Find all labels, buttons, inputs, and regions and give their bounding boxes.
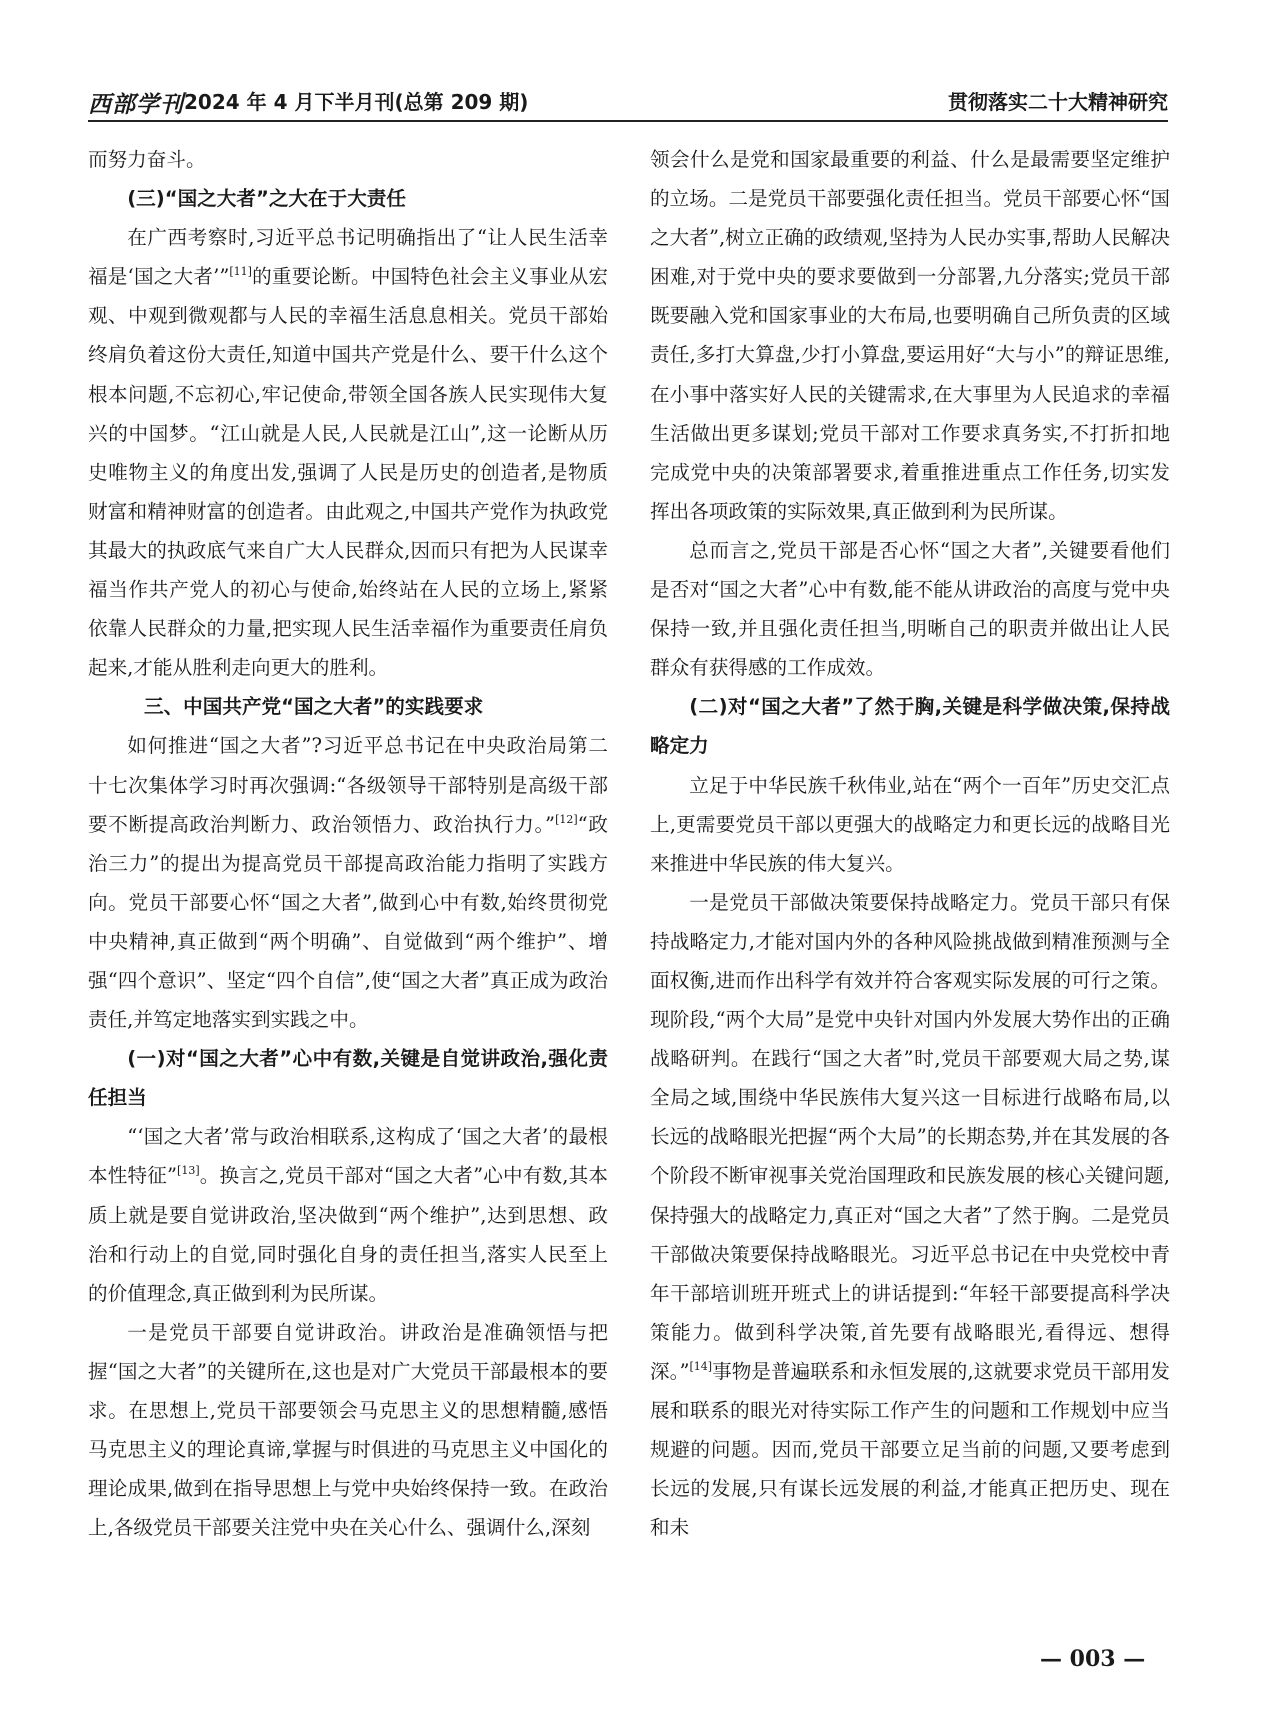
citation-ref: [14] [689,1359,713,1373]
journal-logo: 西部学刊 [88,91,184,118]
section-title: 贯彻落实二十大精神研究 [948,90,1168,114]
text-run: 事物是普遍联系和永恒发展的,这就要求党员干部用发展和联系的眼光对待实际工作产生的问题和工作规划中应当规避的问题。因而,党员干部要立足当前的问题,又要考虑到长远的发展,只有谋长远发展的利益,才能真正把历史、现在和未 [650,1359,1171,1540]
citation-ref: [13] [177,1164,200,1178]
citation-ref: [12] [555,812,578,826]
paragraph: 立足于中华民族千秋伟业,站在“两个一百年”历史交汇点上,更需要党员干部以更强大的战略定力和更长远的战略目光来推进中华民族的伟大复兴。 [650,773,1170,875]
text-run: “政治三力”的提出为提高党员干部提高政治能力指明了实践方向。党员干部要心怀“国之大者”,做到心中有数,始终贯彻党中央精神,真正做到“两个明确”、自觉做到“两个维护”、增强“四个意识”、坚定“四个自信”,使“国之大者”真正成为政治责任,并笃定地落实到实践之中。 [88,812,608,1032]
subheading: (一)对“国之大者”心中有数,关键是自觉讲政治,强化责任担当 [88,1047,608,1110]
subheading: (二)对“国之大者”了然于胸,关键是科学做决策,保持战略定力 [650,695,1170,758]
right-column [650,140,1170,1547]
paragraph: 总而言之,党员干部是否心怀“国之大者”,关键要看他们是否对“国之大者”心中有数,能不能从讲政治的高度与党中央保持一致,并且强化责任担当,明晰自己的职责并做出让人民群众有获得感的工作成效。 [650,538,1170,680]
paragraph: 领会什么是党和国家最重要的利益、什么是最需要坚定维护的立场。二是党员干部要强化责任担当。党员干部要心怀“国之大者”,树立正确的政绩观,坚持为人民办实事,帮助人民解决困难,对于党中央的要求要做到一分部署,九分落实;党员干部既要融入党和国家事业的大布局,也要明确自己所负责的区域责任,多打大算盘,少打小算盘,要运用好“大与小”的辩证思维,在小事中落实好人民的关键需求,在大事里为人民追求的幸福生活做出更多谋划;党员干部对工作要求真务实,不打折扣地完成党中央的决策部署要求,着重推进重点工作任务,切实发挥出各项政策的实际效果,真正做到利为民所谋。 [650,148,1170,523]
page-number: — 003 — [1040,1646,1146,1672]
left-column [88,140,608,1547]
text-run: 的重要论断。中国特色社会主义事业从宏观、中观到微观都与人民的幸福生活息息相关。党员干部始终肩负着这份大责任,知道中国共产党是什么、要干什么这个根本问题,不忘初心,牢记使命,带领全国各族人民实现伟大复兴的中国梦。“江山就是人民,人民就是江山”,这一论断从历史唯物主义的角度出发,强调了人民是历史的创造者,是物质财富和精神财富的创造者。由此观之,中国共产党作为执政党其最大的执政底气来自广大人民群众,因而只有把为人民谋幸福当作共产党人的初心与使命,始终站在人民的立场上,紧紧依靠人民群众的力量,把实现人民生活幸福作为重要责任肩负起来,才能从胜利走向更大的胜利。 [88,265,609,680]
page-header [88,84,1168,124]
text-run: 如何推进“国之大者”?习近平总书记在中央政治局第二十七次集体学习时再次强调:“各级领导干部特别是高级干部要不断提高政治判断力、政治领悟力、政治执行力。” [88,734,608,836]
text-run: 一是党员干部做决策要保持战略定力。党员干部只有保持战略定力,才能对国内外的各种风险挑战做到精准预测与全面权衡,进而作出科学有效并符合客观实际发展的可行之策。现阶段,“两个大局”是党中央针对国内外发展大势作出的正确战略研判。在践行“国之大者”时,党员干部要观大局之势,谋全局之域,围绕中华民族伟大复兴这一目标进行战略布局,以长远的战略眼光把握“两个大局”的长期态势,并在其发展的各个阶段不断审视事关党治国理政和民族发展的核心关键问题,保持强大的战略定力,真正对“国之大者”了然于胸。二是党员干部做决策要保持战略眼光。习近平总书记在中央党校中青年干部培训班开班式上的讲话提到:“年轻干部要提高科学决策能力。做到科学决策,首先要有战略眼光,看得远、想得深。” [650,890,1170,1383]
paragraph [650,883,1170,1548]
subheading: (三)“国之大者”之大在于大责任 [127,187,406,211]
header-rule [88,120,1168,122]
text-run: 。换言之,党员干部对“国之大者”心中有数,其本质上就是要自觉讲政治,坚决做到“两个维护”,达到思想、政治和行动上的自觉,同时强化自身的责任担当,落实人民至上的价值理念,真正做到利为民所谋。 [88,1164,608,1305]
paragraph [88,726,608,1039]
paragraph [88,1117,608,1312]
text-run: 在广西考察时,习近平总书记明确指出了“让人民生活幸福是‘国之大者’” [88,226,608,289]
paragraph: 而努力奋斗。 [88,148,206,171]
text-run: “‘国之大者’常与政治相联系,这构成了‘国之大者’的最根本性特征” [88,1125,608,1188]
paragraph: 一是党员干部要自觉讲政治。讲政治是准确领悟与把握“国之大者”的关键所在,这也是对广大党员干部最根本的要求。在思想上,党员干部要领会马克思主义的思想精髓,感悟马克思主义的理论真谛,掌握与时俱进的马克思主义中国化的理论成果,做到在指导思想上与党中央始终保持一致。在政治上,各级党员干部要关注党中央在关心什么、强调什么,深刻 [88,1320,608,1540]
paragraph [88,218,608,687]
issue-info: 2024 年 4 月下半月刊(总第 209 期) [184,90,529,114]
citation-ref: [11] [229,265,252,279]
section-heading: 三、中国共产党“国之大者”的实践要求 [144,695,484,719]
